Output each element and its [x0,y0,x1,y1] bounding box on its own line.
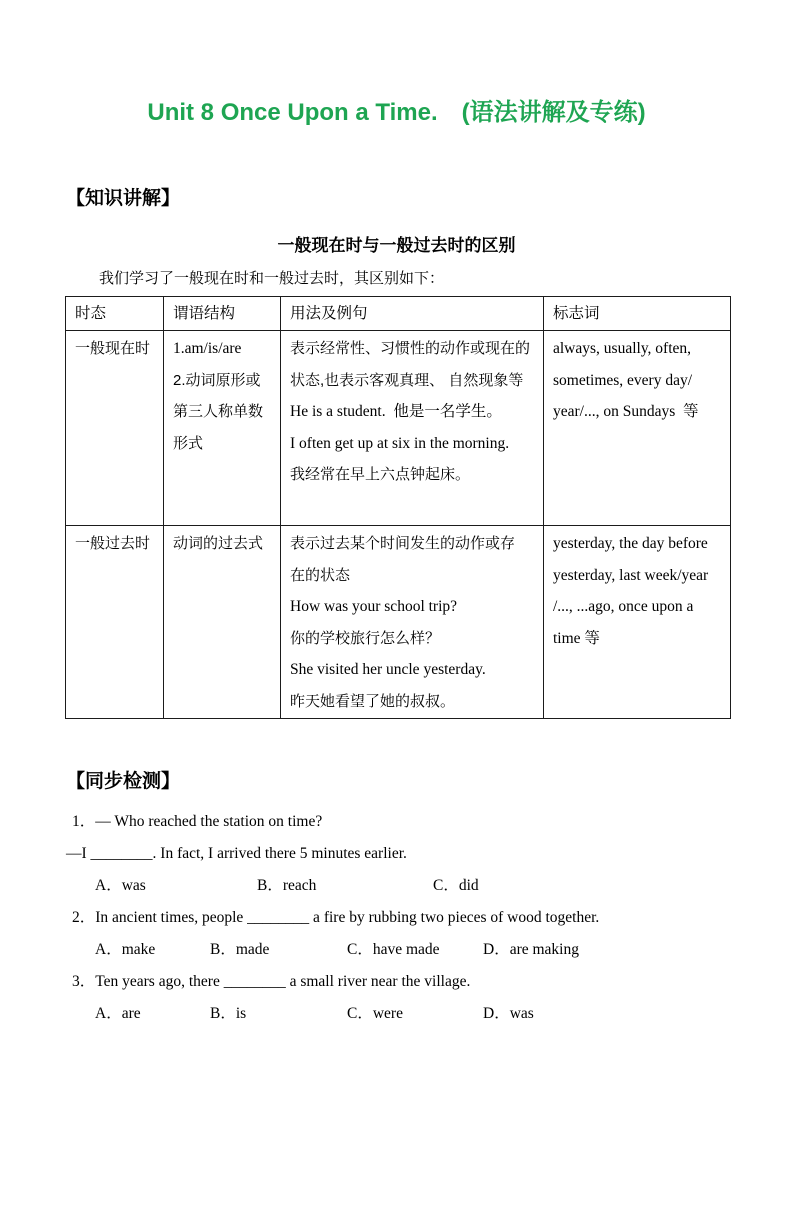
question-line: —I ________. In fact, I arrived there 5 minutes earlier. [66,845,407,862]
cell-line: How was your school trip? [290,598,458,615]
worksheet-page [0,98,793,1220]
question-3 [66,966,793,1030]
grammar-table [65,296,731,719]
options-row [66,934,793,966]
header-usage-examples: 用法及例句 [281,297,544,331]
cell-line: 一般过去时 [75,535,151,552]
cell-line: 表示过去某个时间发生的动作或存 [290,535,516,552]
section-heading-test: 【同步检测】 [66,771,181,792]
intro-paragraph: 我们学习了一般现在时和一般过去时，其区别如下： [99,270,445,287]
option-a: A．are [95,1005,141,1022]
cell-line: /..., ...ago, once upon a [553,598,694,615]
header-tense: 时态 [66,297,164,331]
section-heading-knowledge: 【知识讲解】 [66,188,181,209]
table-row-present-simple [66,331,731,526]
option-b: B．is [210,1005,247,1022]
cell-line: 在的状态 [290,566,351,584]
cell-line: sometimes, every day/ [553,371,693,389]
question-2 [66,902,793,966]
cell-line: 形式 [173,434,204,452]
header-signal-words: 标志词 [544,297,731,331]
cell-line: 表示经常性、习惯性的动作或现在的 [290,340,531,357]
cell-structure [164,331,281,526]
cell-structure [164,526,281,719]
page-title: Unit 8 Once Upon a Time. (语法讲解及专练) [147,99,646,126]
cell-line: 昨天她看望了她的叔叔。 [290,692,456,710]
option-c: C．did [433,877,479,894]
cell-tense [66,331,164,526]
grammar-subtitle: 一般现在时与一般过去时的区别 [277,236,516,255]
cell-line: I often get up at six in the morning. [290,434,510,452]
cell-line: 你的学校旅行怎么样？ [290,629,441,647]
cell-markers [544,526,731,719]
cell-line: 第三人称单数 [173,403,264,420]
options-row [66,998,793,1030]
option-a: A．was [95,877,146,894]
cell-line: 状态,也表示客观真理、 自然现象等 [290,371,524,389]
cell-line: 2.动词原形或 [173,371,261,389]
question-line: 1．— Who reached the station on time? [72,813,323,830]
cell-line: 1.am/is/are [173,340,242,357]
option-b: B．reach [257,877,317,894]
questions-list [66,806,793,1030]
question-1 [66,806,793,902]
cell-line: She visited her uncle yesterday. [290,661,486,678]
option-b: B．made [210,941,270,958]
option-c: C．have made [347,941,440,958]
cell-tense [66,526,164,719]
cell-line: always, usually, often, [553,340,692,357]
table-header-row [66,297,731,331]
cell-usage [281,526,544,719]
cell-usage [281,331,544,526]
header-predicate-structure: 谓语结构 [164,297,281,331]
options-row [66,870,793,902]
cell-markers [544,331,731,526]
cell-line: He is a student. 他是一名学生。 [290,403,502,420]
cell-line: year/..., on Sundays 等 [553,403,699,420]
question-line: 2．In ancient times, people ________ a fire by rubbing two pieces of wood together. [72,909,600,926]
option-d: D．are making [483,941,579,958]
cell-line: yesterday, last week/year [553,566,709,584]
cell-line: time 等 [553,629,600,647]
cell-line: 动词的过去式 [173,535,264,552]
option-a: A．make [95,941,156,958]
cell-line: 我经常在早上六点钟起床。 [290,466,471,483]
option-d: D．was [483,1005,534,1022]
option-c: C．were [347,1005,403,1022]
cell-line: yesterday, the day before [553,535,708,552]
table-row-past-simple [66,526,731,719]
question-line: 3．Ten years ago, there ________ a small river near the village. [72,973,471,990]
cell-line: 一般现在时 [75,340,151,357]
